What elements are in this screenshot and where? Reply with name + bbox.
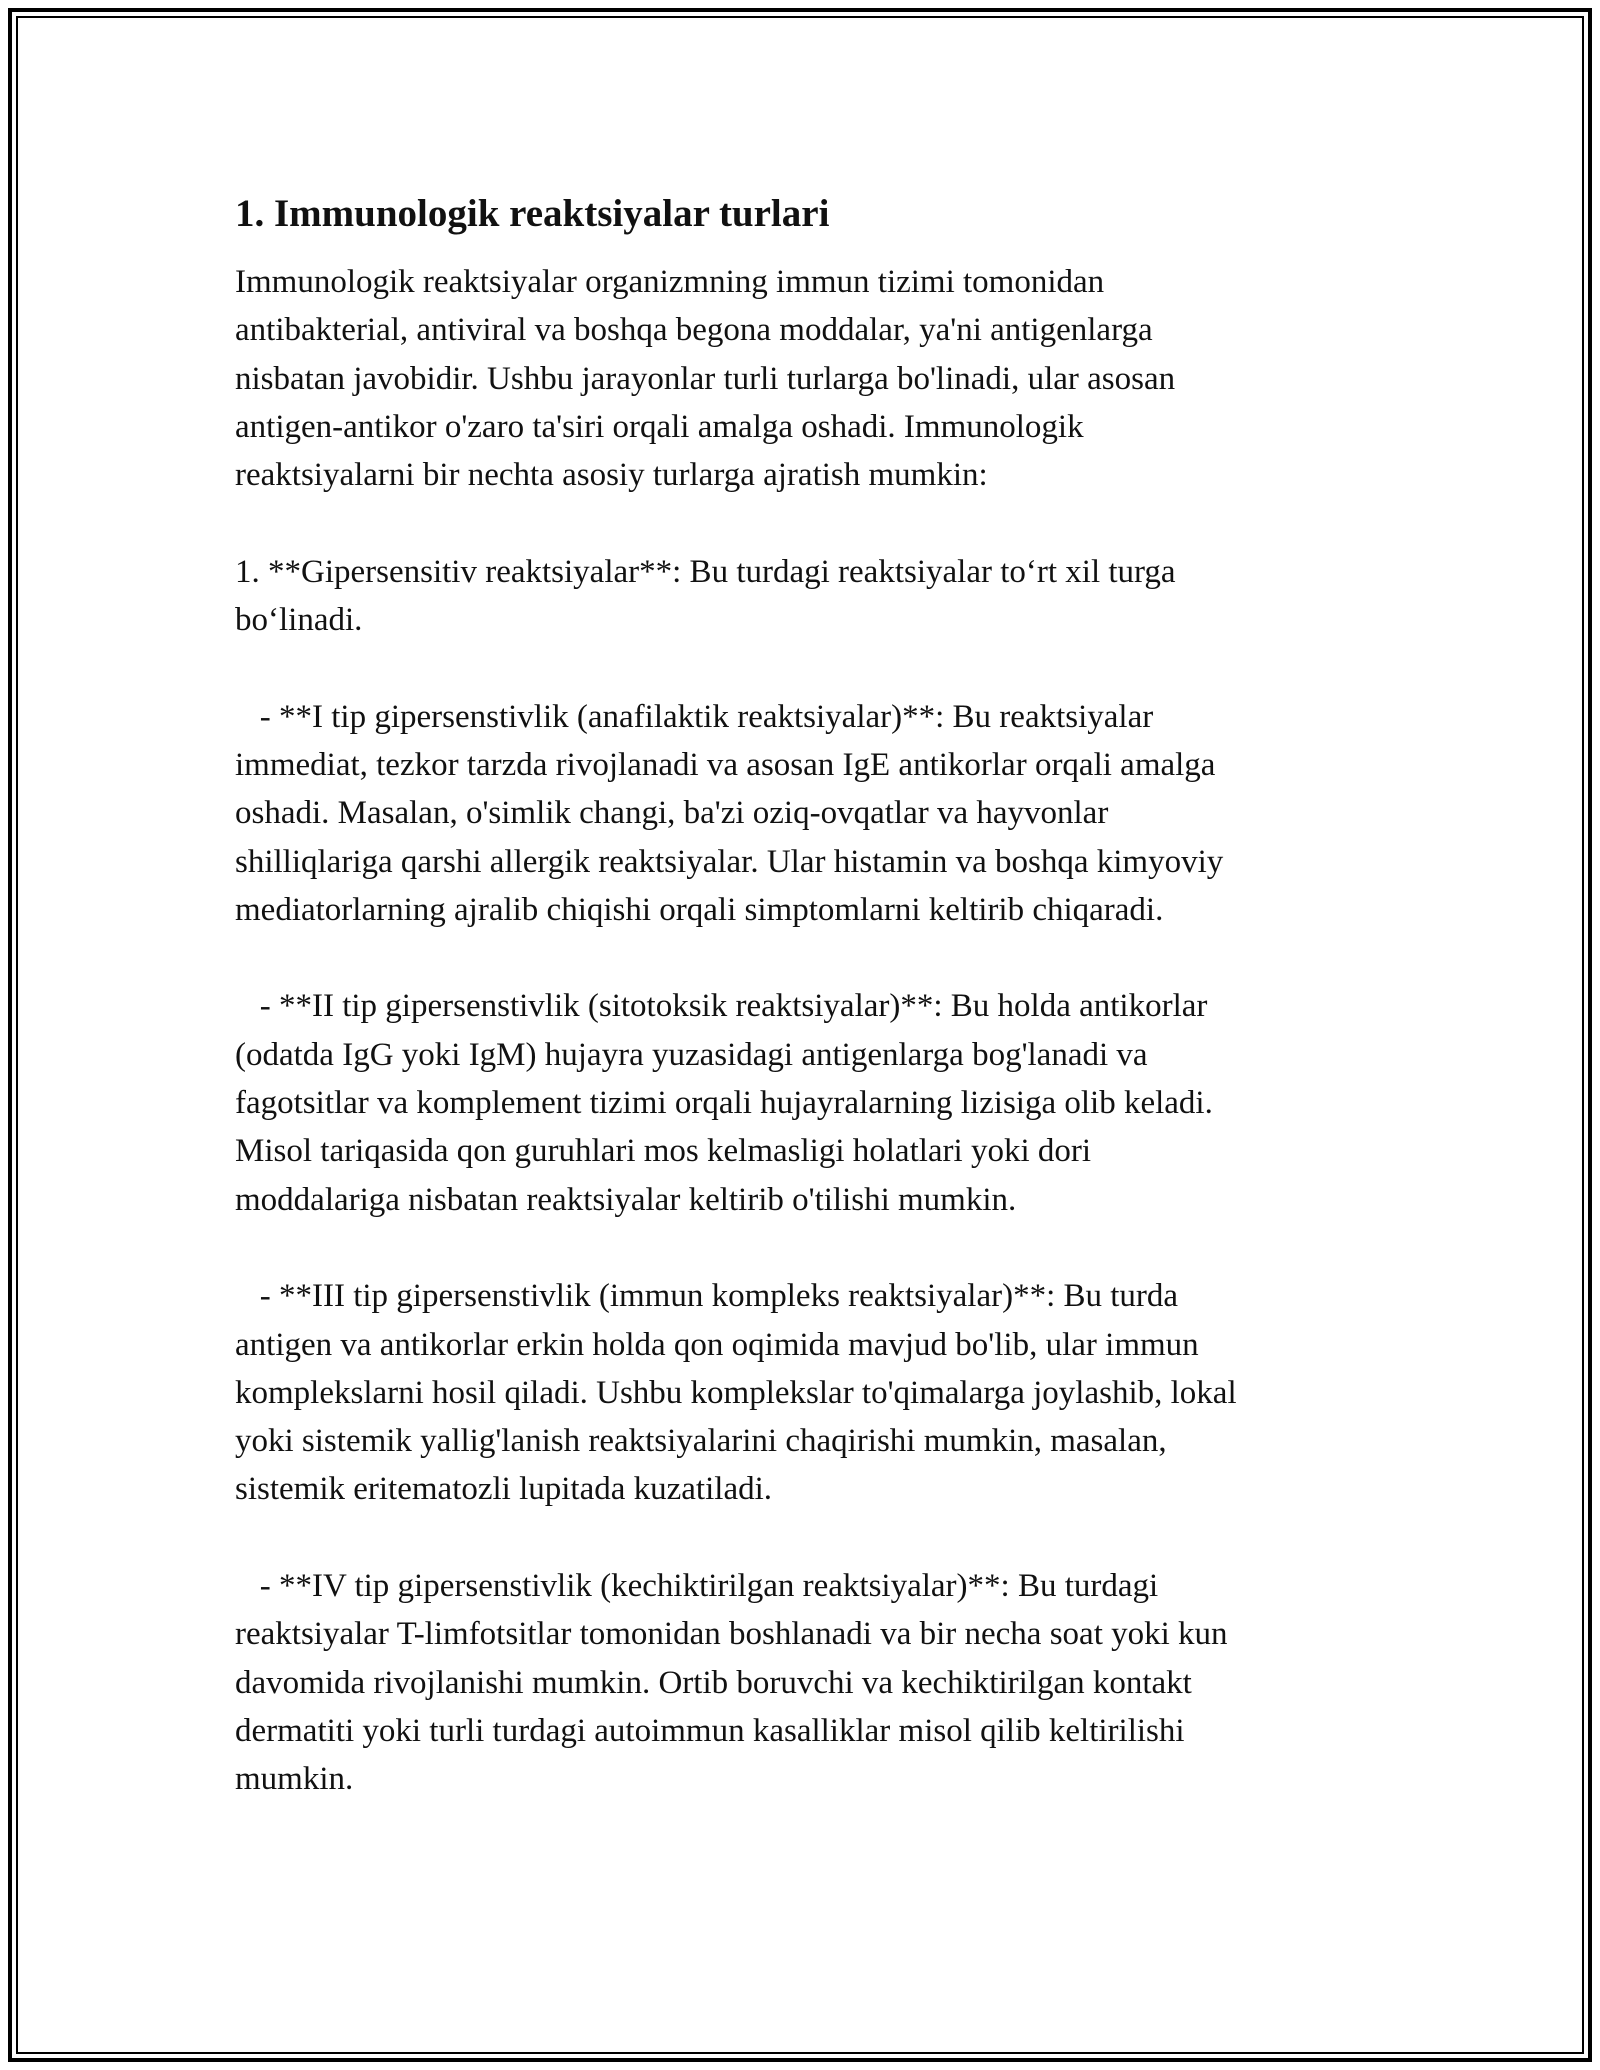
- subitem-type-4: - **IV tip gipersenstivlik (kechiktirilgan reaktsiyalar)**: Bu turdagi reaktsiyalar T-limfotsitlar tomonidan boshlanadi va bir necha soat yoki kun davomida rivojlanishi mumkin. Ortib boruvchi va kechiktirilgan kontakt dermatiti yoki turli turdagi autoimmun kasalliklar misol qilib keltirilishi mumkin.: [235, 1568, 1228, 1798]
- document-body: [235, 190, 1365, 1804]
- section-heading: 1. Immunologik reaktsiyalar turlari: [235, 192, 830, 235]
- list-item-hypersensitivity: 1. **Gipersensitiv reaktsiyalar**: Bu turdagi reaktsiyalar to‘rt xil turga bo‘linadi.: [235, 553, 1176, 639]
- subitem-type-3: - **III tip gipersenstivlik (immun kompleks reaktsiyalar)**: Bu turda antigen va antikorlar erkin holda qon oqimida mavjud bo'lib, ular immun komplekslarni hosil qiladi. Ushbu komplekslar to'qimalarga joylashib, lokal yoki sistemik yallig'lanish reaktsiyalarini chaqirishi mumkin, masalan, sistemik eritematozli lupitada kuzatiladi.: [235, 1278, 1237, 1508]
- subitem-type-2: - **II tip gipersenstivlik (sitotoksik reaktsiyalar)**: Bu holda antikorlar (odatda IgG yoki IgM) hujayra yuzasidagi antigenlarga bog'lanadi va fagotsitlar va komplement tizimi orqali hujayralarning lizisiga olib keladi. Misol tariqasida qon guruhlari mos kelmasligi holatlari yoki dori moddalariga nisbatan reaktsiyalar keltirib o'tilishi mumkin.: [235, 988, 1213, 1218]
- subitem-type-1: - **I tip gipersenstivlik (anafilaktik reaktsiyalar)**: Bu reaktsiyalar immediat, tezkor tarzda rivojlanadi va asosan IgE antikorlar orqali amalga oshadi. Masalan, o'simlik changi, ba'zi oziq-ovqatlar va hayvonlar shilliqlariga qarshi allergik reaktsiyalar. Ular histamin va boshqa kimyoviy mediatorlarning ajralib chiqishi orqali simptomlarni keltirib chiqaradi.: [235, 698, 1224, 928]
- intro-paragraph: Immunologik reaktsiyalar organizmning immun tizimi tomonidan antibakterial, antiviral va boshqa begona moddalar, ya'ni antigenlarga nisbatan javobidir. Ushbu jarayonlar turli turlarga bo'linadi, ular asosan antigen-antikor o'zaro ta'siri orqali amalga oshadi. Immunologik reaktsiyalarni bir nechta asosiy turlarga ajratish mumkin:: [235, 264, 1176, 494]
